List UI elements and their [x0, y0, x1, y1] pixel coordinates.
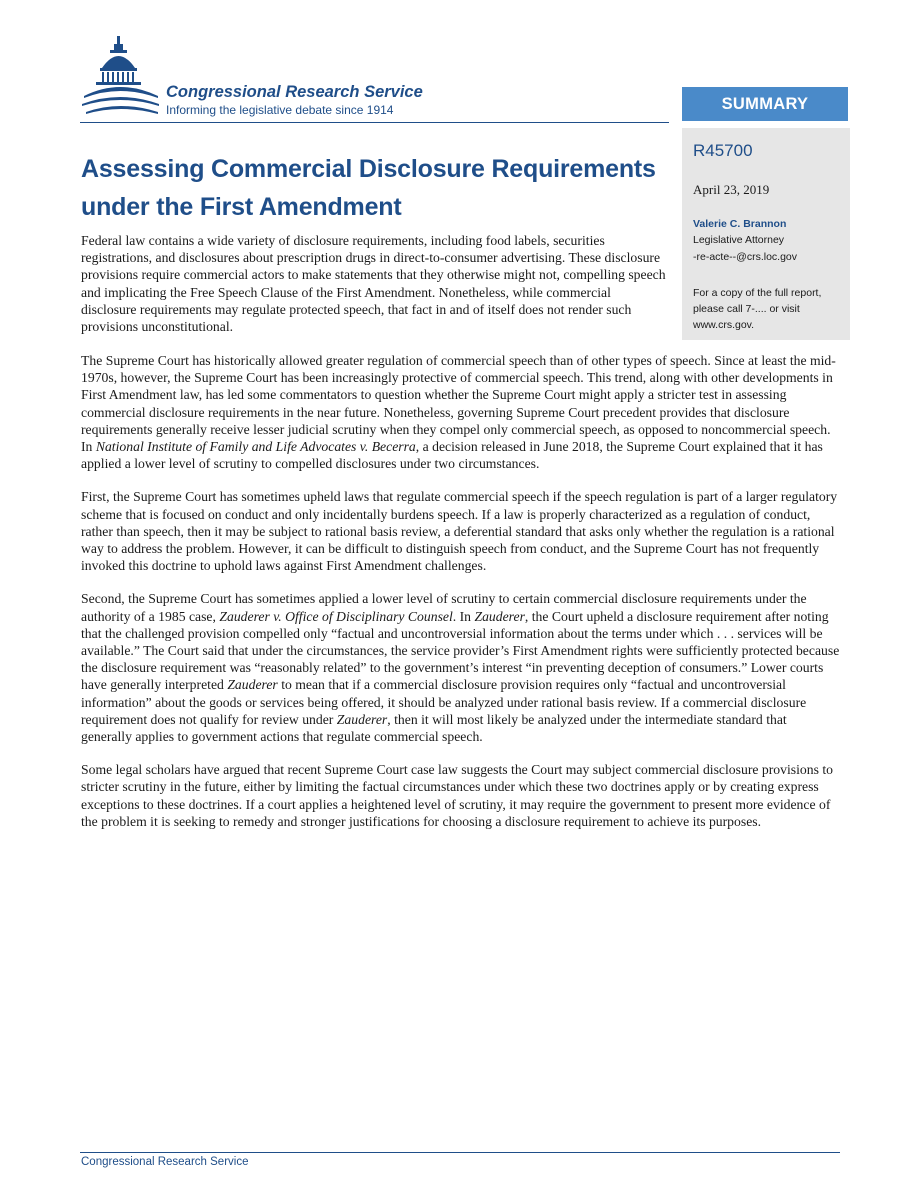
paragraph-1-text-b: , a decision released in June 2018, the Supreme Court explained that it has applied a lower level of scrutiny to compelled disclosures under two circumstances. — [81, 439, 823, 472]
footer-text: Congressional Research Service — [81, 1156, 249, 1168]
case-name-nifla: National Institute of Family and Life Advocates v. Becerra — [95, 439, 416, 455]
author-role: Legislative Attorney — [693, 234, 785, 246]
page-title: Assessing Commercial Disclosure Requirements under the First Amendment — [81, 155, 656, 221]
paragraph-3-text-e: , then it will most likely be analyzed under the intermediate standard that generally applies to government actions that regulate commercial speech. — [81, 711, 787, 745]
report-date: April 23, 2019 — [693, 182, 770, 197]
summary-body — [81, 352, 841, 846]
paragraph-3-text-b: . In — [452, 608, 475, 624]
header-divider — [80, 122, 669, 123]
paragraph-3-text-d: to mean that if a commercial disclosure provision requires only “factual and uncontroversial information” about the goods or services being offered, it should be analyzed under rational basis review. If a commercial disclosure requirement does not qualify for review under — [81, 677, 807, 727]
paragraph-3-text-c: , the Court upheld a disclosure requirement after noting that the challenged provision compelled only “factual and uncontroversial information about the terms under which . . . services will be available.” The Court said that under the circumstances, the service provider’s First Amendment rights were sufficiently protected because the disclosure requirement was “reasonably related” to the government’s interest “in preventing deception of consumers.” Lower courts have generally interpreted — [81, 608, 840, 693]
paragraph-1-text-a: The Supreme Court has historically allowed greater regulation of commercial speech than of other types of speech. Since at least the mid-1970s, however, the Supreme Court has been increasingly protective of commercial speech. This trend, along with other developments in First Amendment law, has led some commentators to question whether the Supreme Court might apply a stricter test in assessing commercial disclosure requirements in the near future. Nonetheless, governing Supreme Court precedent provides that disclosure requirements generally receive lesser judicial scrutiny when they compel only commercial speech, as opposed to noncommercial speech. In — [81, 353, 836, 455]
intro-paragraph — [81, 232, 666, 335]
paragraph-2: First, the Supreme Court has sometimes upheld laws that regulate commercial speech if the speech regulation is part of a larger regulatory scheme that is focused on conduct and only incidentally burdens speech. If a law is properly characterized as a regulation of conduct, rather than speech, then it may be subject to rational basis review, a deferential standard that asks only whether the regulation is a rational way to address the problem. However, it can be difficult to distinguish speech from conduct, and the Supreme Court has not frequently invoked this doctrine to uphold laws against First Amendment challenges. — [81, 489, 838, 574]
org-tagline: Informing the legislative debate since 1914 — [166, 103, 394, 117]
paragraph-3 — [81, 590, 841, 745]
case-name-zauderer: Zauderer — [227, 677, 278, 693]
author-name: Valerie C. Brannon — [693, 218, 787, 230]
footer-divider — [80, 1152, 840, 1153]
author-email[interactable]: -re-acte--@crs.loc.gov — [693, 251, 798, 263]
summary-sidebar — [682, 128, 850, 340]
paragraph-3-text-a: Second, the Supreme Court has sometimes applied a lower level of scrutiny to certain commercial disclosure requirements under the authority of a 1985 case, — [81, 591, 807, 624]
case-name-zauderer: Zauderer — [336, 711, 388, 727]
capitol-dome-icon — [80, 34, 160, 124]
full-report-note: For a copy of the full report, please call 7-.... or visit www.crs.gov. — [693, 287, 822, 331]
paragraph-4: Some legal scholars have argued that recent Supreme Court case law suggests the Court may subject commercial disclosure provisions to stricter scrutiny in the future, either by limiting the factual circumstances under which these two doctrines apply or by creating express exceptions to these doctrines. If a court applies a heightened level of scrutiny, it may require the government to present more evidence of the problem it is seeking to remedy and stronger justifications for choosing a disclosure requirement to achieve its purposes. — [81, 762, 833, 829]
summary-heading: SUMMARY — [682, 87, 848, 121]
report-number: R45700 — [693, 141, 753, 160]
case-name-zauderer-full: Zauderer v. Office of Disciplinary Counsel — [219, 608, 453, 624]
crs-logo — [80, 34, 480, 124]
org-name: Congressional Research Service — [166, 83, 423, 101]
intro-text: Federal law contains a wide variety of disclosure requirements, including food labels, securities registrations, and disclosures about prescription drugs in direct-to-consumer advertising. These disclosure provisions require commercial actors to make statements that they otherwise might not, compelling speech and implicating the Free Speech Clause of the First Amendment. Nonetheless, while commercial disclosure requirements may regulate protected speech, that fact in and of itself does not render such provisions unconstitutional. — [81, 233, 666, 335]
case-name-zauderer: Zauderer — [474, 608, 525, 624]
paragraph-1 — [81, 352, 841, 472]
